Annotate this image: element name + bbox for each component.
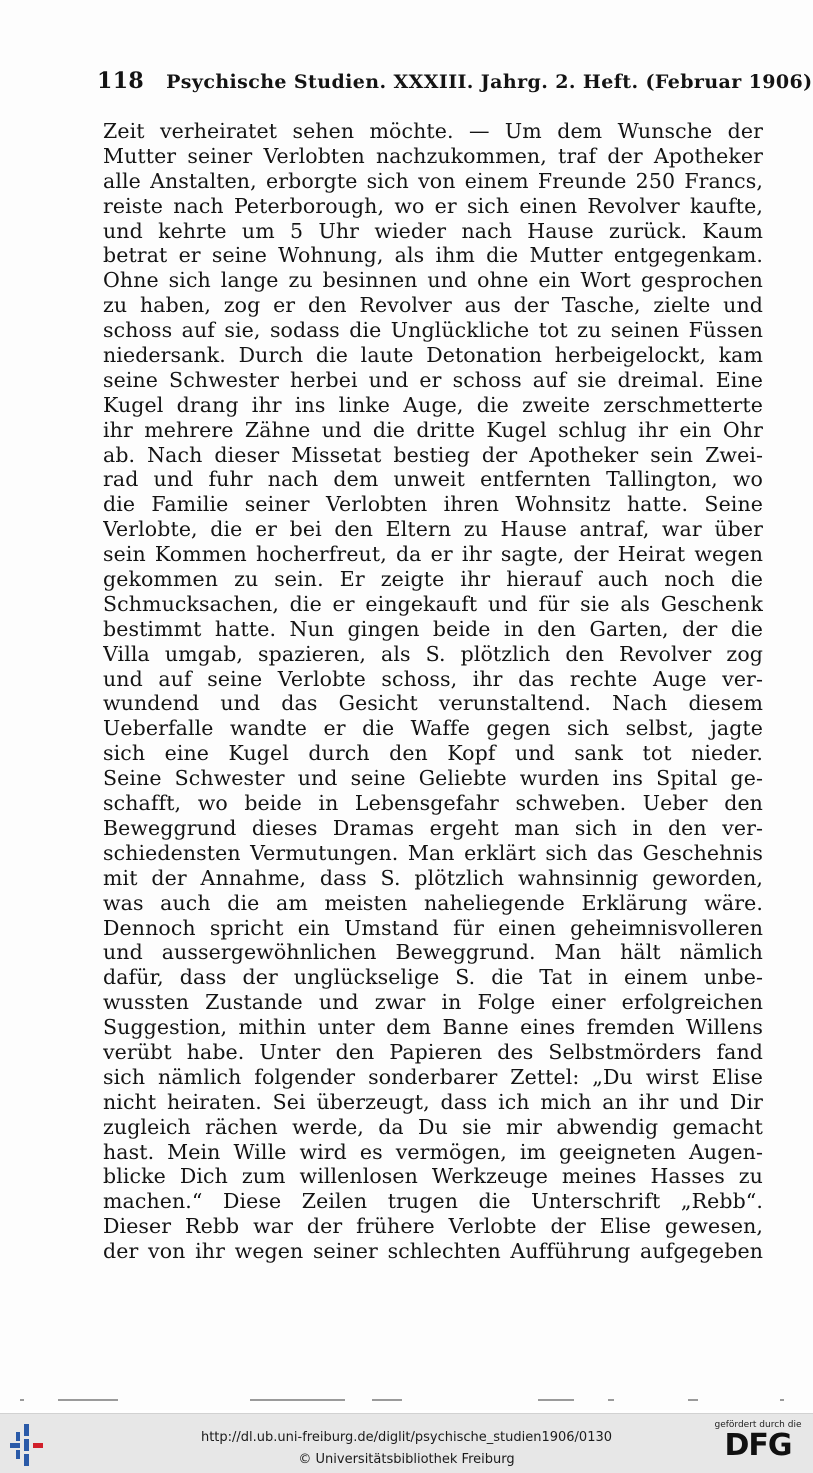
text-line: Ohne sich lange zu besinnen und ohne ein Wort gesprochen — [103, 268, 763, 293]
text-line: Kugel drang ihr ins linke Auge, die zweite zerschmetterte — [103, 392, 763, 417]
text-line: blicke Dich zum willenlosen Werkzeuge meines Hasses zu — [103, 1164, 763, 1189]
text-line: Beweggrund dieses Dramas ergeht man sich in den ver- — [103, 815, 763, 840]
text-line: Dennoch spricht ein Umstand für einen geheimnisvolleren — [103, 915, 763, 940]
text-line: sich eine Kugel durch den Kopf und sank tot nieder. — [103, 741, 763, 766]
running-head: Psychische Studien. XXXIII. Jahrg. 2. Heft. (Februar 1906) — [166, 71, 813, 93]
text-line: verübt habe. Unter den Papieren des Selbstmörders fand — [103, 1039, 763, 1064]
body-text — [103, 119, 763, 1264]
text-line: reiste nach Peterborough, wo er sich einen Revolver kaufte, — [103, 193, 763, 218]
text-line: alle Anstalten, erborgte sich von einem Freunde 250 Francs, — [103, 168, 763, 193]
text-line: schiedensten Vermutungen. Man erklärt sich das Geschehnis — [103, 840, 763, 865]
text-line: niedersank. Durch die laute Detonation herbeigelockt, kam — [103, 343, 763, 368]
text-line: schoss auf sie, sodass die Unglückliche tot zu seinen Füssen — [103, 318, 763, 343]
text-line: Verlobte, die er bei den Eltern zu Hause antraf, war über — [103, 517, 763, 542]
text-line: zugleich rächen werde, da Du sie mir abwendig gemacht — [103, 1114, 763, 1139]
text-line: ab. Nach dieser Missetat bestieg der Apotheker sein Zwei- — [103, 442, 763, 467]
text-line: und kehrte um 5 Uhr wieder nach Hause zurück. Kaum — [103, 218, 763, 243]
text-line: ihr mehrere Zähne und die dritte Kugel schlug ihr ein Ohr — [103, 417, 763, 442]
text-line: nicht heiraten. Sei überzeugt, dass ich mich an ihr und Dir — [103, 1089, 763, 1114]
text-line: und aussergewöhnlichen Beweggrund. Man hält nämlich — [103, 940, 763, 965]
text-line: und auf seine Verlobte schoss, ihr das rechte Auge ver- — [103, 666, 763, 691]
dfg-logo: DFG — [724, 1428, 792, 1463]
text-line: hast. Mein Wille wird es vermögen, im geeigneten Augen- — [103, 1139, 763, 1164]
text-line: bestimmt hatte. Nun gingen beide in den Garten, der die — [103, 616, 763, 641]
text-line: gekommen zu sein. Er zeigte ihr hierauf auch noch die — [103, 567, 763, 592]
text-line: wundend und das Gesicht verunstaltend. Nach diesem — [103, 691, 763, 716]
library-footer — [0, 1413, 813, 1473]
copyright-notice: © Universitätsbibliothek Freiburg — [298, 1452, 515, 1467]
text-line: schafft, wo beide in Lebensgefahr schweben. Ueber den — [103, 791, 763, 816]
text-line: die Familie seiner Verlobten ihren Wohnsitz hatte. Seine — [103, 492, 763, 517]
text-line: betrat er seine Wohnung, als ihm die Mutter entgegenkam. — [103, 243, 763, 268]
text-line: sich nämlich folgender sonderbarer Zettel: „Du wirst Elise — [103, 1064, 763, 1089]
source-url-link[interactable]: http://dl.ub.uni-freiburg.de/diglit/psychische_studien1906/0130 — [200, 1430, 613, 1445]
dfg-caption: gefördert durch die — [714, 1420, 802, 1430]
text-line: der von ihr wegen seiner schlechten Aufführung aufgegeben — [103, 1239, 763, 1264]
text-line: wussten Zustande und zwar in Folge einer erfolgreichen — [103, 990, 763, 1015]
text-line: Schmucksachen, die er eingekauft und für sie als Geschenk — [103, 591, 763, 616]
text-line: Ueberfalle wandte er die Waffe gegen sich selbst, jagte — [103, 716, 763, 741]
text-line: Dieser Rebb war der frühere Verlobte der Elise gewesen, — [103, 1214, 763, 1239]
text-line: sein Kommen hocherfreut, da er ihr sagte, der Heirat wegen — [103, 542, 763, 567]
page-header — [97, 68, 813, 94]
text-line: was auch die am meisten naheliegende Erklärung wäre. — [103, 890, 763, 915]
text-line: zu haben, zog er den Revolver aus der Tasche, zielte und — [103, 293, 763, 318]
text-line: seine Schwester herbei und er schoss auf sie dreimal. Eine — [103, 367, 763, 392]
dfg-funding-badge — [713, 1420, 803, 1461]
text-line: Villa umgab, spazieren, als S. plötzlich den Revolver zog — [103, 641, 763, 666]
text-line: Mutter seiner Verlobten nachzukommen, traf der Apotheker — [103, 143, 763, 168]
text-line: dafür, dass der unglückselige S. die Tat in einem unbe- — [103, 965, 763, 990]
text-line: mit der Annahme, dass S. plötzlich wahnsinnig geworden, — [103, 865, 763, 890]
text-line: machen.“ Diese Zeilen trugen die Unterschrift „Rebb“. — [103, 1189, 763, 1214]
text-line: rad und fuhr nach dem unweit entfernten Tallington, wo — [103, 467, 763, 492]
text-line: Seine Schwester und seine Geliebte wurden ins Spital ge- — [103, 766, 763, 791]
scan-edge-artifacts — [20, 1396, 800, 1404]
text-line: Suggestion, mithin unter dem Banne eines fremden Willens — [103, 1015, 763, 1040]
text-line: Zeit verheiratet sehen möchte. — Um dem Wunsche der — [103, 119, 763, 143]
page-number: 118 — [97, 68, 145, 94]
